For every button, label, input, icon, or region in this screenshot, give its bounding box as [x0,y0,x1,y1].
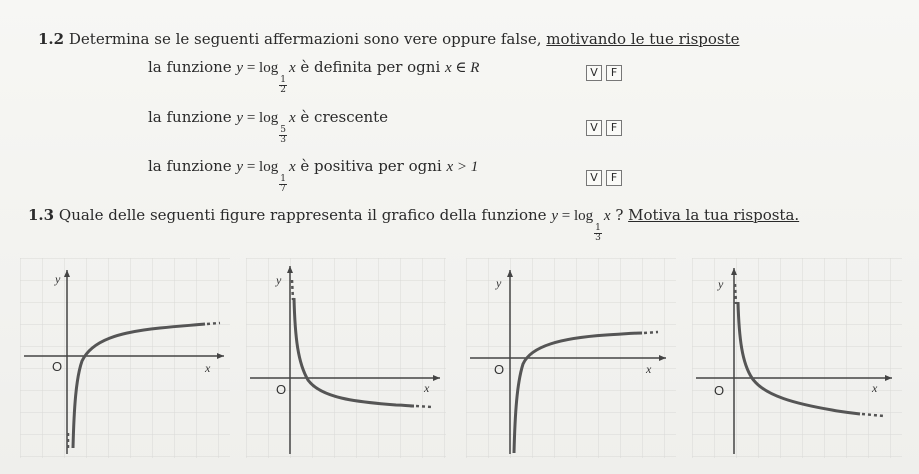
statement-suffix: è definita per ogni [295,58,446,76]
question-number: 1.2 [38,30,65,48]
origin-label: O [276,382,287,397]
x-axis-label: x [424,381,430,395]
origin-label: O [494,362,505,377]
math-log: = log [243,110,279,126]
math-arg: x [288,60,296,76]
true-checkbox[interactable]: V [586,170,602,186]
true-checkbox[interactable]: V [586,120,602,136]
statement-condition: x ∈ R [445,60,480,76]
math-lhs: y [236,110,244,126]
question-underlined-text: motivando le tue risposte [546,30,740,48]
base-numerator: 1 [280,174,286,184]
graph-a[interactable] [20,258,230,458]
math-arg: x [288,159,296,175]
question-number: 1.3 [28,206,55,224]
graph-c[interactable] [466,258,676,458]
statement-prefix: la funzione [148,157,237,175]
base-numerator: 1 [280,75,286,85]
question-1-3-heading [28,206,799,243]
math-lhs: y [551,208,558,224]
graph-d[interactable] [692,258,902,458]
y-axis-label: y [718,277,724,291]
base-numerator: 5 [280,125,286,135]
question-underlined-text: Motiva la tua risposta. [628,206,800,224]
statement-2 [148,108,388,145]
statement-3 [148,157,478,194]
vf-boxes-3 [586,166,626,186]
origin-label: O [714,383,725,398]
y-axis-label: y [496,276,502,290]
math-lhs: y [236,60,244,76]
log-base [279,126,287,145]
false-checkbox[interactable]: F [606,65,622,81]
statement-1 [148,58,479,95]
statement-prefix: la funzione [148,58,237,76]
statement-condition: x > 1 [446,159,479,175]
origin-label: O [52,359,63,374]
math-log: = log [243,60,279,76]
math-log: = log [243,159,279,175]
log-base [279,76,287,95]
statement-suffix: è positiva per ogni [295,157,447,175]
math-log: = log [558,208,594,224]
math-lhs: y [236,159,244,175]
question-text-after: ? [610,206,629,224]
x-axis-label: x [205,361,211,375]
x-axis-label: x [872,381,878,395]
base-denominator: 2 [280,85,286,95]
vf-boxes-2 [586,116,626,136]
base-numerator: 1 [595,223,601,233]
false-checkbox[interactable]: F [606,120,622,136]
math-arg: x [288,110,296,126]
log-base [594,224,602,243]
question-text: Quale delle seguenti figure rappresenta il grafico della funzione [58,206,552,224]
log-base [279,175,287,194]
question-text: Determina se le seguenti affermazioni sono vere oppure false, [68,30,547,48]
base-denominator: 3 [280,135,286,145]
y-axis-label: y [276,273,282,287]
statement-prefix: la funzione [148,108,237,126]
false-checkbox[interactable]: F [606,170,622,186]
math-arg: x [603,208,611,224]
base-denominator: 7 [280,184,286,194]
true-checkbox[interactable]: V [586,65,602,81]
graph-b[interactable] [246,258,446,458]
y-axis-label: y [55,272,61,286]
vf-boxes-1 [586,61,626,81]
statement-suffix: è crescente [295,108,389,126]
question-1-2-heading [38,30,740,48]
base-denominator: 3 [595,233,601,243]
x-axis-label: x [646,362,652,376]
